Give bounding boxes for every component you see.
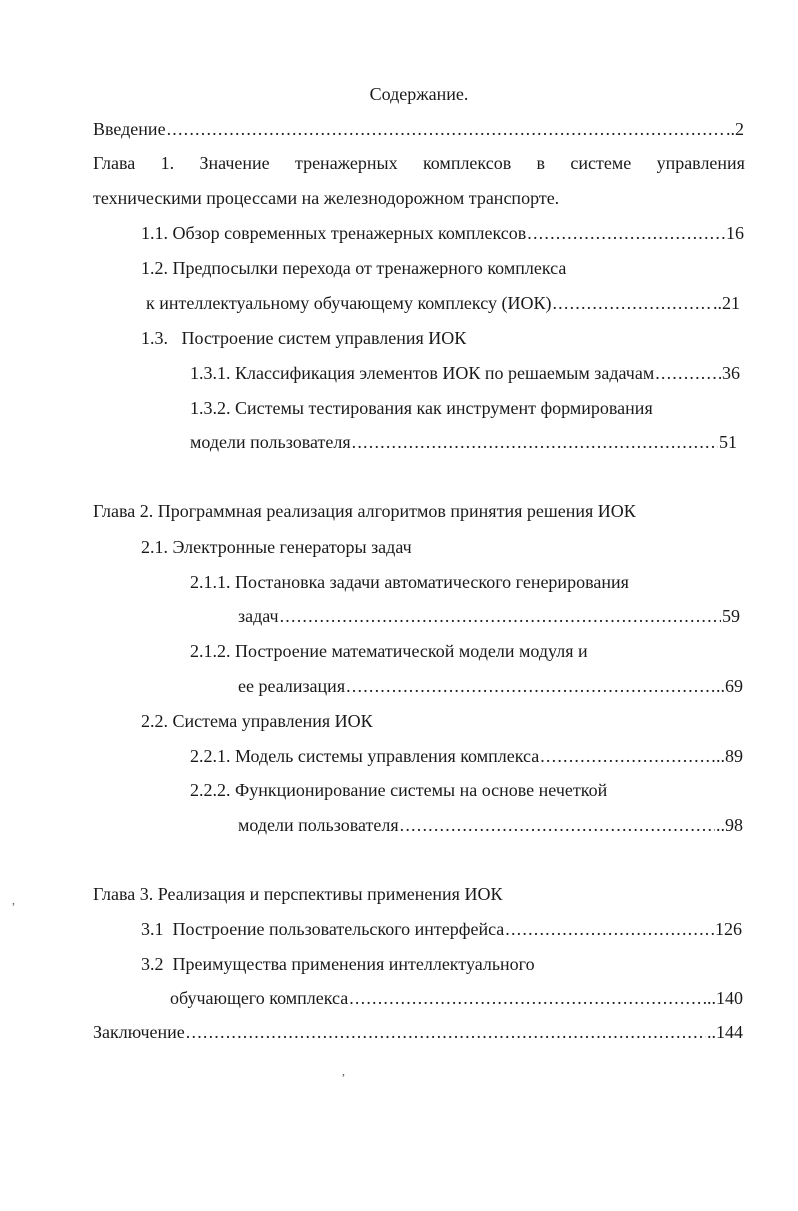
dot-leader — [505, 918, 714, 940]
dot-leader — [655, 362, 721, 384]
toc-page-number: ..21 — [713, 293, 740, 313]
toc-entry-2-2: 2.2. Система управления ИОК — [141, 711, 373, 731]
toc-entry-1-2-line1: 1.2. Предпосылки перехода от тренажерного комплекса — [141, 258, 567, 278]
toc-entry-conclusion — [93, 1021, 743, 1043]
toc-entry-text: задач — [238, 606, 279, 626]
toc-entry-3-1 — [141, 918, 742, 940]
dot-leader — [280, 605, 721, 627]
dot-leader — [346, 675, 715, 697]
toc-entry-text: 3.1 Построение пользовательского интерфейса — [141, 919, 505, 939]
toc-entry-1-3-2-line1: 1.3.2. Системы тестирования как инструмент формирования — [190, 398, 653, 418]
toc-entry-1-3: 1.3. Построение систем управления ИОК — [141, 328, 467, 348]
toc-entry-2-1-2 — [238, 675, 743, 697]
toc-entry-2-2-1 — [190, 745, 743, 767]
toc-entry-2-1-1-line1: 2.1.1. Постановка задачи автоматического генерирования — [190, 572, 629, 592]
scan-speck: , — [12, 893, 15, 907]
dot-leader — [186, 1021, 706, 1043]
toc-entry-text: обучающего комплекса — [170, 988, 349, 1008]
chapter1-heading-line2: техническими процессами на железнодорожном транспорте. — [93, 188, 560, 208]
toc-entry-1-3-2 — [190, 431, 737, 453]
toc-entry-2-2-2-line1: 2.2.2. Функционирование системы на основе нечеткой — [190, 780, 608, 800]
toc-entry-3-2 — [170, 987, 743, 1009]
dot-leader — [540, 745, 715, 767]
toc-page-number: ..69 — [716, 676, 743, 696]
heading-word: в — [536, 153, 546, 173]
toc-entry-text: Введение — [93, 119, 166, 139]
toc-page-number: 16 — [726, 223, 744, 243]
chapter2-heading: Глава 2. Программная реализация алгоритмов принятия решения ИОК — [93, 501, 636, 521]
dot-leader — [552, 292, 712, 314]
toc-entry-text: модели пользователя — [238, 815, 399, 835]
heading-word: управления — [656, 153, 745, 173]
chapter1-heading-line1 — [93, 152, 745, 174]
toc-page-number: ..98 — [716, 815, 743, 835]
toc-entry-2-1-2-line1: 2.1.2. Построение математической модели модуля и — [190, 641, 588, 661]
toc-entry-text: 1.1. Обзор современных тренажерных комплексов — [141, 223, 527, 243]
dot-leader — [167, 118, 725, 140]
toc-page-number: ..2 — [726, 119, 744, 139]
toc-entry-text: 1.3.1. Классификация элементов ИОК по решаемым задачам — [190, 363, 655, 383]
heading-word: комплексов — [422, 153, 512, 173]
heading-word: тренажерных — [294, 153, 398, 173]
toc-entry-2-2-2 — [238, 814, 743, 836]
toc-entry-text: Заключение — [93, 1022, 185, 1042]
toc-page-number: ..89 — [716, 746, 743, 766]
dot-leader — [352, 431, 718, 453]
toc-entry-3-2-line1: 3.2 Преимущества применения интеллектуального — [141, 954, 535, 974]
toc-page-number: ..144 — [707, 1022, 743, 1042]
heading-word: Глава — [93, 153, 136, 173]
chapter3-heading: Глава 3. Реализация и перспективы применения ИОК — [93, 884, 503, 904]
toc-page-number: 36 — [722, 363, 740, 383]
toc-page-number: 126 — [715, 919, 742, 939]
scan-speck: , — [342, 1064, 345, 1078]
dot-leader — [349, 987, 706, 1009]
toc-entry-1-1 — [141, 222, 744, 244]
heading-word: 1. — [160, 153, 175, 173]
toc-entry-text: модели пользователя — [190, 432, 351, 452]
toc-entry-text: ее реализация — [238, 676, 346, 696]
heading-word: системе — [570, 153, 632, 173]
toc-entry-text: к интеллектуальному обучающему комплексу (ИОК) — [146, 293, 552, 313]
toc-page-number: 59 — [722, 606, 740, 626]
toc-page-number: ..140 — [707, 988, 743, 1008]
toc-page-number: 51 — [719, 432, 737, 452]
heading-word: Значение — [199, 153, 270, 173]
dot-leader — [527, 222, 725, 244]
toc-entry-2-1: 2.1. Электронные генераторы задач — [141, 537, 412, 557]
toc-entry-1-3-1 — [190, 362, 740, 384]
toc-entry-2-1-1 — [238, 605, 740, 627]
dot-leader — [400, 814, 715, 836]
toc-entry-1-2 — [146, 292, 740, 314]
toc-entry-text: 2.2.1. Модель системы управления комплекса — [190, 746, 540, 766]
page-title: Содержание. — [369, 84, 469, 104]
toc-entry-intro — [93, 118, 744, 140]
